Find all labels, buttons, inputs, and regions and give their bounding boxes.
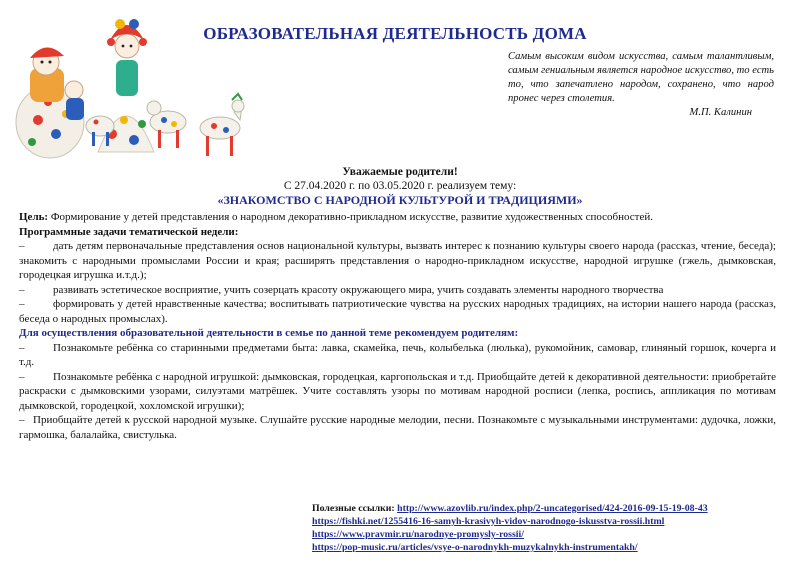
list-item: – формировать у детей нравственные качества; воспитывать патриотические чувства на русских народных традициях, на истории нашего народа (рассказ, беседа о народных промыслах). (19, 298, 776, 325)
quote-author: М.П. Калинин (689, 107, 752, 118)
main-content (19, 210, 776, 442)
page-title: ОБРАЗОВАТЕЛЬНАЯ ДЕЯТЕЛЬНОСТЬ ДОМА (203, 24, 587, 43)
goal-text: Формирование у детей представления о народном декоративно-прикладном искусстве, развитие художественных способностей. (50, 211, 654, 223)
link-pravmir[interactable]: https://www.pravmir.ru/narodnye-promysly-rossii/ (312, 529, 524, 540)
quote-text: Самым высоким видом искусства, самым талантливым, самым гениальным является народное искусство, то есть то, что запечатлено народом, сохранено, что народ пронес через столетия. (508, 51, 774, 104)
links-label: Полезные ссылки: (312, 503, 395, 514)
goal-label: Цель: (19, 211, 49, 223)
greeting: Уважаемые родители! (342, 166, 458, 178)
link-fishki[interactable]: https://fishki.net/1255416-16-samyh-krasivyh-vidov-narodnogo-iskusstva-rossii.html (312, 516, 665, 527)
list-item: – Приобщайте детей к русской народной музыке. Слушайте русские народные мелодии, песни. Познакомьте с музыкальными инструментами: дудочка, ложки, гармошка, балалайка, свистулька. (19, 414, 776, 441)
list-item: – Познакомьте ребёнка со старинными предметами быта: лавка, скамейка, печь, колыбелька (люлька), рукомойник, самовар, глиняный горшок, кочерга и т.д. (19, 341, 776, 368)
link-azovlib[interactable]: http://www.azovlib.ru/index.php/2-uncategorised/424-2016-09-15-19-08-43 (397, 503, 708, 514)
link-pop-music[interactable]: https://pop-music.ru/articles/vsye-o-narodnykh-muzykalnykh-instrumentakh/ (312, 542, 638, 553)
tasks-heading: Программные задачи тематической недели: (19, 225, 239, 238)
goal-paragraph (19, 210, 776, 225)
dymkovo-toys-illustration (8, 2, 258, 166)
list-item: – Познакомьте ребёнка с народной игрушкой: дымковская, городецкая, каргопольская и т.д. Приобщайте детей к декоративной деятельности: приобретайте раскраски с дымковскими узорами, силуэтами матрёшек. Учите составлять узоры по мотивам народной росписи (лепка, роспись, аппликация по мотивам дымковской, городецкой, хохломской игрушки); (19, 370, 776, 412)
list-item: – дать детям первоначальные представления основ национальной культуры, вызвать интерес к познанию культуры своего народа (рассказ, чтение, беседа); знакомить с народными промыслами России и края; расширять представления о народно-прикладном искусстве, народной игрушке (гжель, дымковская, городецкая игрушка и.т.д.); (19, 240, 776, 281)
list-item: – развивать эстетическое восприятие, учить созерцать красоту окружающего мира, учить создавать элементы народного творчества (19, 283, 664, 296)
useful-links (312, 502, 792, 554)
theme-title: «ЗНАКОМСТВО С НАРОДНОЙ КУЛЬТУРОЙ И ТРАДИЦИЯМИ» (217, 193, 583, 207)
recommendations-heading: Для осуществления образовательной деятельности в семье по данной теме рекомендуем родителям: (19, 327, 519, 339)
toy-figure-left (16, 47, 84, 158)
epigraph-quote (508, 50, 774, 120)
period-line: С 27.04.2020 г. по 03.05.2020 г. реализуем тему: (283, 180, 517, 192)
